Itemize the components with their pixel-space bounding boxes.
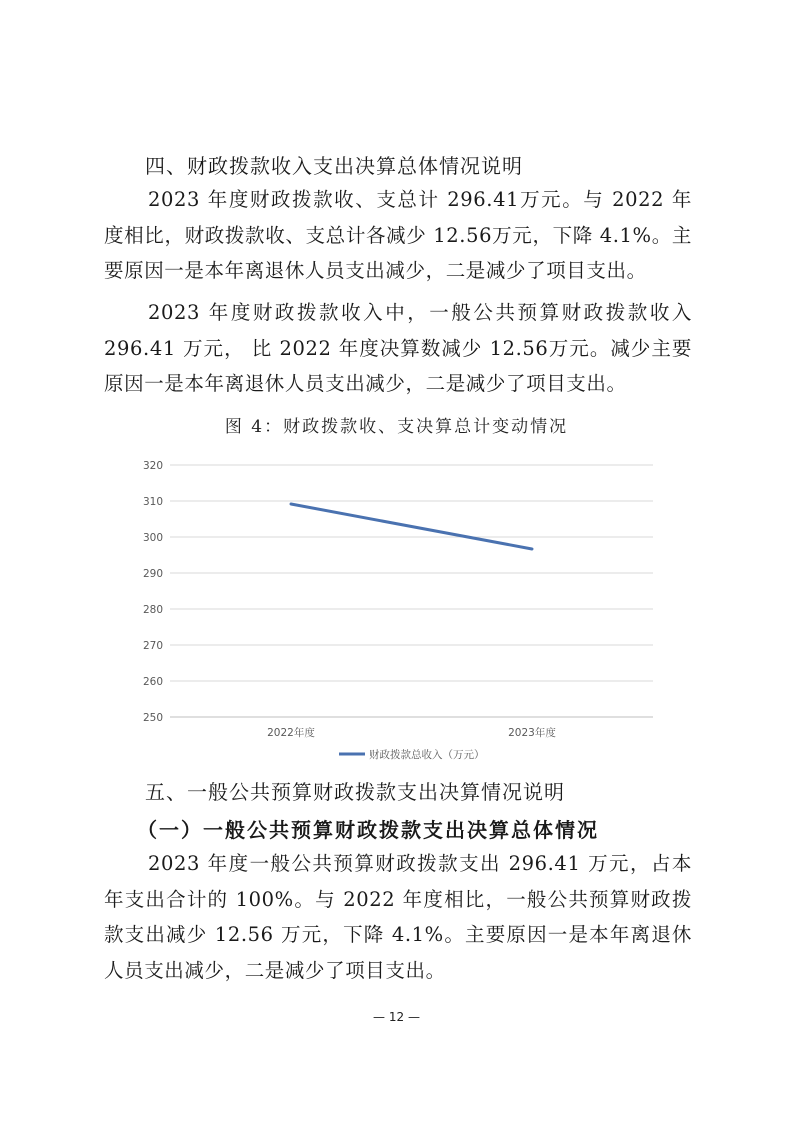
svg-text:260: 260 bbox=[142, 676, 163, 688]
line-chart bbox=[130, 452, 670, 772]
paragraph: 2023 年度财政拨款收、支总计 296.41万元。与 2022 年度相比，财政拨款收、支总计各减少 12.56万元，下降 4.1%。主要原因一是本年离退休人员支出减少，二是减少了项目支出。 bbox=[104, 188, 692, 282]
svg-text:270: 270 bbox=[142, 640, 163, 652]
paragraph: 2023 年度财政拨款收入中，一般公共预算财政拨款收入 296.41 万元， 比 2022 年度决算数减少 12.56万元。减少主要原因一是本年离退休人员支出减少，二是减少了项目支出。 bbox=[104, 301, 692, 395]
svg-text:财政拨款总收入（万元）: 财政拨款总收入（万元） bbox=[369, 749, 485, 761]
x-axis-labels bbox=[267, 726, 556, 739]
section-heading-4: 四、财政拨款收入支出决算总体情况说明 bbox=[145, 154, 523, 178]
legend bbox=[339, 748, 485, 761]
svg-text:280: 280 bbox=[142, 604, 163, 616]
svg-text:2023年度: 2023年度 bbox=[508, 727, 556, 739]
svg-text:250: 250 bbox=[142, 712, 163, 724]
svg-text:300: 300 bbox=[142, 532, 163, 544]
series-line bbox=[291, 504, 532, 549]
subsection-heading: （一）一般公共预算财政拨款支出决算总体情况 bbox=[137, 818, 599, 842]
paragraph: 2023 年度一般公共预算财政拨款支出 296.41 万元，占本年支出合计的 100%。与 2022 年度相比，一般公共预算财政拨款支出减少 12.56 万元，下降 4.1%。主要原因一是本年离退休人员支出减少，二是减少了项目支出。 bbox=[104, 852, 692, 982]
y-axis-ticks bbox=[143, 460, 163, 724]
svg-text:320: 320 bbox=[142, 460, 163, 472]
figure-caption: 图 4：财政拨款收、支决算总计变动情况 bbox=[224, 417, 569, 437]
page-number: — 12 — bbox=[373, 1010, 420, 1024]
section-heading-5: 五、一般公共预算财政拨款支出决算情况说明 bbox=[145, 780, 565, 804]
svg-text:290: 290 bbox=[142, 568, 163, 580]
svg-text:310: 310 bbox=[142, 496, 163, 508]
svg-text:2022年度: 2022年度 bbox=[267, 727, 315, 739]
grid-lines bbox=[170, 465, 653, 717]
